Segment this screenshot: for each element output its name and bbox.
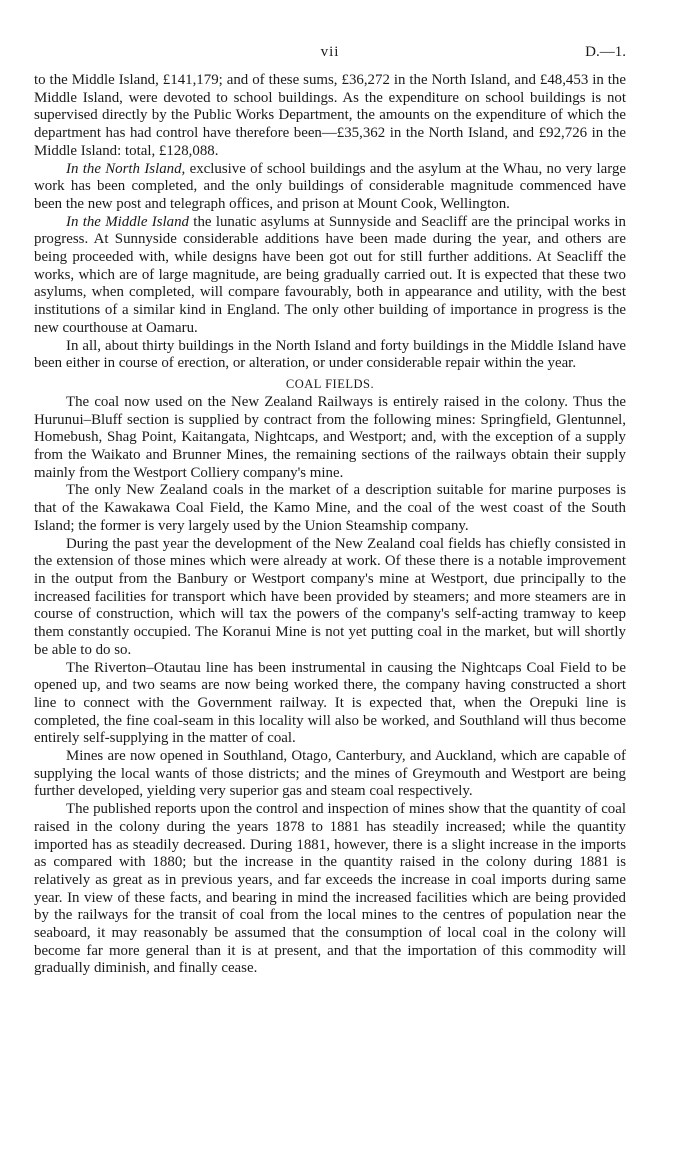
paragraph: The only New Zealand coals in the market of a description suitable for marine purposes is that of the Kawakawa Coal Field, the Kamo Mine, and the coal of the west coast of the South Island; the former is very largely used by the Union Steamship company. <box>34 482 626 534</box>
paragraph-lead: In the North Island, <box>66 160 186 177</box>
paragraph: to the Middle Island, £141,179; and of these sums, £36,272 in the North Island, and £48,453 in the Middle Island, were devoted to school buildings. As the expenditure on school buildings is not supervised directly by the Public Works Department, the amounts on the expenditure of which the department has had control have therefore been—£35,362 in the North Island, and £92,726 in the Middle Island: total, £128,088. <box>34 72 626 159</box>
document-reference: D.—1. <box>585 44 626 60</box>
paragraph: Mines are now opened in Southland, Otago, Canterbury, and Auckland, which are capable of supplying the local wants of those districts; and the mines of Greymouth and Westport are being further developed, yielding very superior gas and steam coal respectively. <box>34 748 626 800</box>
paragraph: In all, about thirty buildings in the North Island and forty buildings in the Middle Island have been either in course of erection, or alteration, or under considerable repair within the year. <box>34 337 626 372</box>
paragraph: During the past year the development of the New Zealand coal fields has chiefly consisted in the extension of those mines which were already at work. Of these there is a notable improvement in the output from the Banbury or Westport company's mine at Westport, due principally to the increased facilities for transport which have been provided by steamers; and more steamers are in course of construction, which will tax the powers of the company's self-acting tramway to keep them constantly occupied. The Koranui Mine is not yet putting coal in the market, but will shortly be able to do so. <box>34 535 626 658</box>
section-heading: COAL FIELDS. <box>285 376 375 391</box>
paragraph: The Riverton–Otautau line has been instrumental in causing the Nightcaps Coal Field to be opened up, and two seams are now being worked there, the company having constructed a short line to connect with the Government railway. It is expected that, when the Orepuki line is completed, the fine coal-seam in this locality will also be worked, and Southland will thus become entirely self-supplying in the matter of coal. <box>34 659 626 747</box>
paragraph-text: exclusive of school buildings and the asylum at the Whau, no very large work has been completed, and the only buildings of considerable magnitude commenced have been the new post and telegraph offices, and prison at Mount Cook, Wellington. <box>34 160 626 212</box>
paragraph: The published reports upon the control and inspection of mines show that the quantity of coal raised in the colony during the years 1878 to 1881 has steadily increased; while the quantity imported has as steadily decreased. During 1881, however, there is a slight increase in the imports as compared with 1880; but the increase in the quantity raised in the colony during 1881 is relatively as great as in previous years, and far exceeds the increase in coal imports during same year. In view of these facts, and bearing in mind the increased facilities which are being provided by the railways for the transit of coal from the local mines to the centres of population near the seaboard, it may reasonably be assumed that the consumption of local coal in the colony will become far more general than it is at present, and that the importation of this commodity will gradually diminish, and finally cease. <box>34 801 626 977</box>
paragraph-lead: In the Middle Island <box>66 213 189 230</box>
document-body <box>34 72 626 978</box>
paragraph: The coal now used on the New Zealand Railways is entirely raised in the colony. Thus the Hurunui–Bluff section is supplied by contract from the following mines: Springfield, Glentunnel, Homebush, Shag Point, Kaitangata, Nightcaps, and Westport; and, with the exception of a supply from the Waikato and Brunner Mines, the remaining sections of the railways obtain their supply mainly from the Westport Colliery company's mine. <box>34 393 626 481</box>
paragraph <box>34 161 626 214</box>
page-header <box>34 44 626 66</box>
page-number: vii <box>320 44 340 60</box>
paragraph <box>34 214 626 338</box>
paragraph-text: the lunatic asylums at Sunnyside and Seacliff are the principal works in progress. At Sunnyside considerable additions have been made during the year, and others are being proceeded with, while designs have been got out for still further additions. At Seacliff the works, which are of large magnitude, are being gradually carried out. It is expected that these two asylums, when completed, will compare favourably, both in appearance and utility, with the best institutions of a similar kind in England. The only other building of importance in progress is the new courthouse at Oamaru. <box>34 213 627 336</box>
